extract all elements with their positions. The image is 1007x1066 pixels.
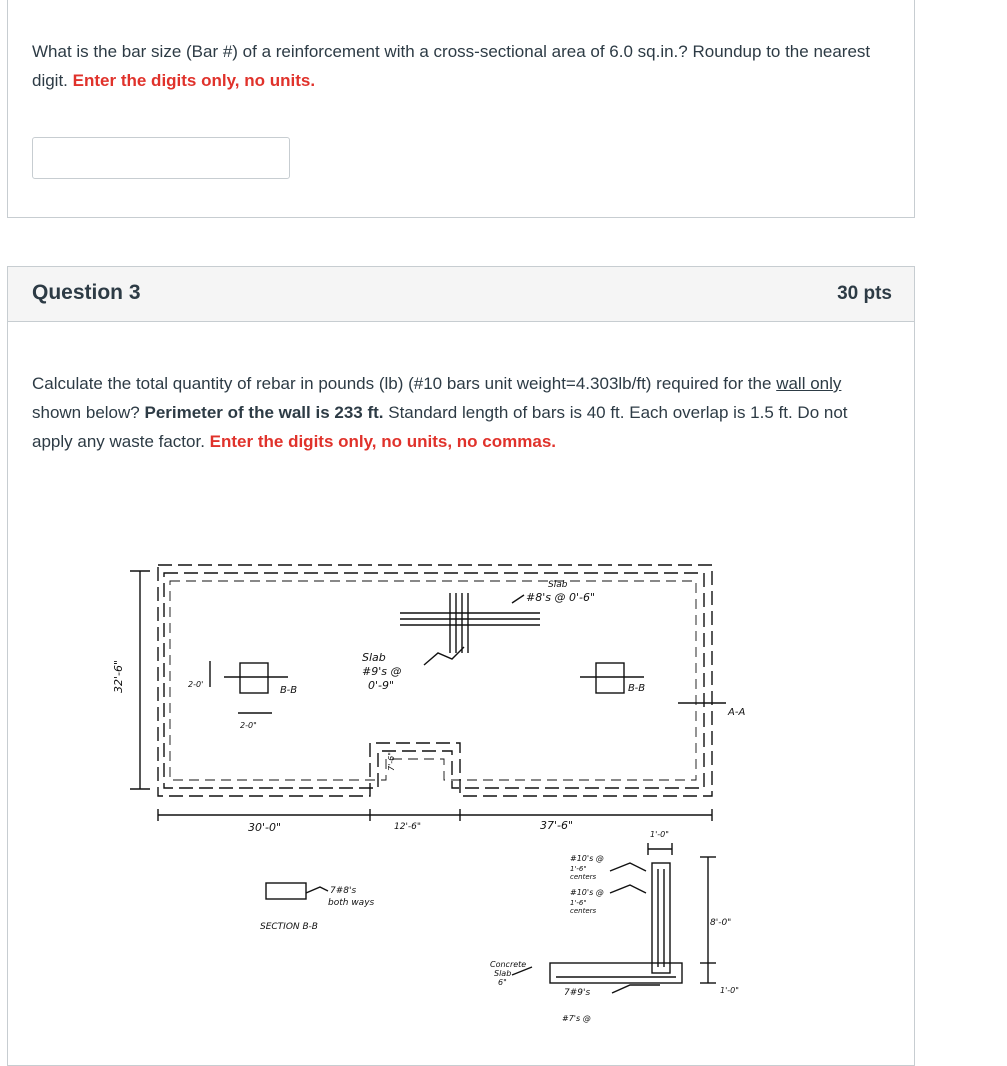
slab-mid-label: Slab bbox=[362, 651, 386, 664]
question-3-prompt-2: shown below? bbox=[32, 403, 140, 422]
bars-10-d: #10's @ bbox=[570, 888, 604, 897]
concrete-slab-label: Slab bbox=[494, 969, 512, 978]
bars-10-a: #10's @ bbox=[570, 854, 604, 863]
dim-height: 32'-6" bbox=[112, 659, 125, 693]
bars-7s: 7#9's bbox=[564, 988, 591, 998]
bb-left-label: B-B bbox=[280, 685, 298, 696]
slab-mid-bars: #9's @ bbox=[362, 665, 402, 678]
dim-2ft: 2-0' bbox=[188, 680, 204, 689]
question-header bbox=[8, 267, 914, 322]
perimeter-text: Perimeter of the wall is 233 ft. bbox=[144, 403, 384, 422]
question-3-text bbox=[32, 369, 892, 456]
dim-7ft: 7'-6" bbox=[387, 752, 396, 771]
answer-input[interactable] bbox=[32, 137, 290, 179]
dim-mid: 12'-6" bbox=[394, 822, 422, 832]
dim-1ft-top: 1'-0" bbox=[650, 830, 669, 839]
concrete-label: Concrete bbox=[490, 960, 527, 969]
bars-both-ways-b: both ways bbox=[328, 898, 375, 908]
slab-top-bars: #8's @ 0'-6" bbox=[526, 591, 596, 604]
bars-10-b: 1'-6" bbox=[570, 865, 587, 873]
question-3-prompt: Calculate the total quantity of rebar in pounds (lb) (#10 bars unit weight=4.303lb/ft) required for the bbox=[32, 374, 772, 393]
question-2-prompt: What is the bar size (Bar #) of a reinforcement with a cross-sectional area of 6.0 sq.in.? Roundup to the nearest digit. bbox=[32, 42, 871, 90]
dim-8ft: 8'-0" bbox=[710, 918, 732, 928]
bars-10-f: centers bbox=[570, 907, 597, 915]
question-2-text bbox=[32, 37, 892, 95]
question-points: 30 pts bbox=[837, 283, 892, 304]
slab-top-label: Slab bbox=[548, 580, 568, 590]
slab-mid-spacing: 0'-9" bbox=[368, 679, 395, 692]
bars-10-c: centers bbox=[570, 873, 597, 881]
question-3-prompt-3: Standard length of bars is 40 ft. Each overlap is 1.5 ft. Do not apply any waste factor. bbox=[32, 403, 848, 451]
dim-left: 30'-0" bbox=[248, 821, 282, 834]
bb-right-label: B-B bbox=[628, 683, 646, 694]
foundation-plan-drawing bbox=[100, 553, 780, 1024]
bars-both-ways: 7#8's bbox=[330, 886, 357, 896]
bars-7s-b: #7's @ bbox=[562, 1014, 591, 1023]
question-2-card bbox=[7, 0, 915, 218]
question-2-instruction: Enter the digits only, no units. bbox=[72, 71, 316, 90]
section-bb-title: SECTION B-B bbox=[260, 922, 318, 932]
question-title: Question 3 bbox=[32, 281, 141, 304]
dim-right: 37'-6" bbox=[540, 819, 574, 832]
bars-10-e: 1'-6" bbox=[570, 899, 587, 907]
aa-label: A-A bbox=[728, 707, 746, 718]
wall-only-text: wall only bbox=[776, 374, 842, 393]
dim-2ft-b: 2-0" bbox=[240, 721, 257, 730]
question-3-instruction: Enter the digits only, no units, no commas. bbox=[209, 432, 556, 451]
concrete-thickness: 6" bbox=[498, 978, 507, 987]
dim-1ft-bottom: 1'-0" bbox=[720, 986, 739, 995]
